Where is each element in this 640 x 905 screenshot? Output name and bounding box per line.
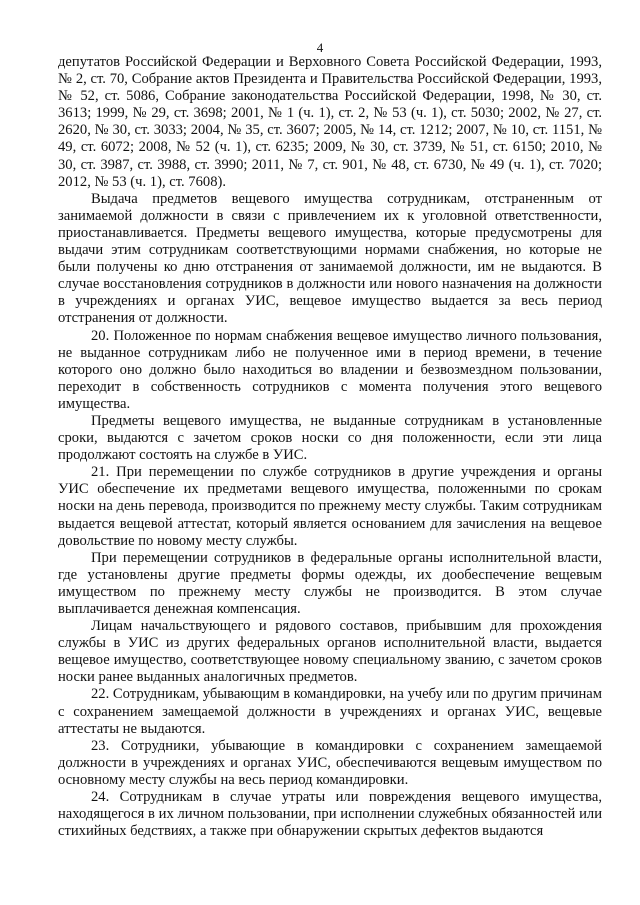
paragraph-item-21: 21. При перемещении по службе сотрудников в другие учреждения и органы УИС обеспечение их предметами вещевого имущества, положенными по срокам носки на день перевода, производится по прежнему месту службы. Таким сотрудникам выдается вещевой аттестат, который является основанием для зачисления на вещевое довольствие по новому месту службы. bbox=[58, 464, 602, 549]
paragraph-item-20-undelivered: Предметы вещевого имущества, не выданные сотрудникам в установленные сроки, выдаются с зачетом сроков носки со дня положенности, если эти лица продолжают состоять на службе в УИС. bbox=[58, 412, 602, 464]
paragraph-suspension-of-issue: Выдача предметов вещевого имущества сотрудникам, отстраненным от занимаемой должности в связи с привлечением их к уголовной ответственности, приостанавливается. Предметы вещевого имущества, которые предусмотрены для выдачи этим сотрудникам соответствующими нормами снабжения, но которые не были получены ко дню отстранения от занимаемой должности, им не выдаются. В случае восстановления сотрудников в должности или нового назначения на должности в учреждениях и органах УИС, вещевое имущество выдается за весь период отстранения от должности. bbox=[58, 190, 602, 327]
document-body bbox=[58, 54, 602, 840]
paragraph-citation-continuation: депутатов Российской Федерации и Верховного Совета Российской Федерации, 1993, № 2, ст. 70, Собрание актов Президента и Правительства Российской Федерации, 1993, № 52, ст. 5086, Собрание законодательства Российской Федерации, 1998, № 30, ст. 3613; 1999, № 29, ст. 3698; 2001, № 1 (ч. 1), ст. 2, № 53 (ч. 1), ст. 5030; 2002, № 27, ст. 2620, № 30, ст. 3033; 2004, № 35, ст. 3607; 2005, № 14, ст. 1212; 2007, № 10, ст. 1151, № 49, ст. 6072; 2008, № 52 (ч. 1), ст. 6235; 2009, № 30, ст. 3739, № 51, ст. 6150; 2010, № 30, ст. 3987, ст. 3988, ст. 3990; 2011, № 7, ст. 901, № 48, ст. 6730, № 49 (ч. 1), ст. 7020; 2012, № 53 (ч. 1), ст. 7608). bbox=[58, 54, 602, 190]
paragraph-item-24: 24. Сотрудникам в случае утраты или повреждения вещевого имущества, находящегося в их личном пользовании, при исполнении служебных обязанностей или стихийных бедствиях, а также при обнаружении скрытых дефектов выдаются bbox=[58, 789, 602, 840]
paragraph-item-22: 22. Сотрудникам, убывающим в командировки, на учебу или по другим причинам с сохранением замещаемой должности в учреждениях и органах УИС, вещевые аттестаты не выдаются. bbox=[58, 686, 602, 737]
paragraph-item-23: 23. Сотрудники, убывающие в командировки с сохранением замещаемой должности в учреждениях и органах УИС, обеспечиваются вещевым имуществом по основному месту службы на весь период командировки. bbox=[58, 737, 602, 788]
paragraph-item-21-federal-transfer: При перемещении сотрудников в федеральные органы исполнительной власти, где установлены другие предметы формы одежды, их дообеспечение вещевым имуществом по прежнему месту службы не производится. В этом случае выплачивается денежная компенсация. bbox=[58, 549, 602, 617]
paragraph-item-21-arriving-staff: Лицам начальствующего и рядового составов, прибывшим для прохождения службы в УИС из других федеральных органов исполнительной власти, выдается вещевое имущество, соответствующее новому специальному званию, с зачетом сроков носки ранее выданных аналогичных предметов. bbox=[58, 618, 602, 686]
paragraph-item-20: 20. Положенное по нормам снабжения вещевое имущество личного пользования, не выданное сотрудникам либо не полученное ими в период времени, в течение которого оно должно было находиться во владении и безвозмездном пользовании, переходит в собственность сотрудников с момента получения этого вещевого имущества. bbox=[58, 327, 602, 412]
page-number: 4 bbox=[316, 40, 324, 55]
